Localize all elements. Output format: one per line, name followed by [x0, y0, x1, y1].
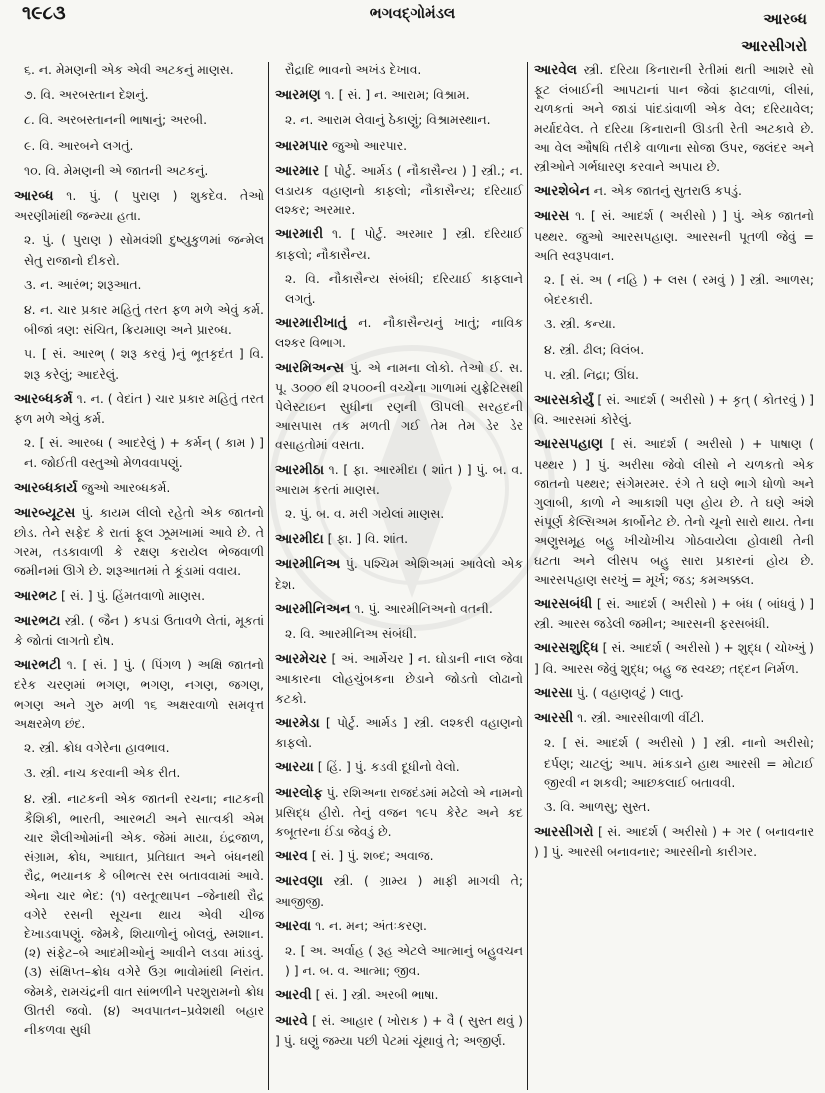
entry-sense	[14, 433, 264, 472]
entry-headword: આરબ્ધકાર્ય	[14, 479, 78, 496]
entry-definition: ૪. ન. ચાર પ્રકાર મહિતું તરત ફળ મળે એવું કર્મ. બીજાં ત્રણ: સંચિત, ક્રિયમાણ અને પ્રારબ્ધ.	[24, 302, 264, 338]
entry-definition: ૧. [ સં. ] પું. ( પિંગળ ) અક્ષિ જાતનો દરેક ચરણમાં ભગણ, ભગણ, નગણ, જગણ, ભગણ અને ગુરુ મળી ૧૬ અક્ષરવાળો સમવૃત્ત અક્ષરમેળ છંદ.	[14, 657, 264, 731]
entry-definition: ૨. ન. આરામ લેવાનું ઠેકાણું; વિશ્રામસ્થાન.	[285, 112, 491, 128]
dictionary-entry	[275, 1011, 523, 1050]
entry-sense	[14, 344, 264, 383]
dictionary-entry	[275, 783, 523, 842]
entry-definition: ૧૦. વિ. મેમણની એ જાતની અટકનું.	[24, 162, 209, 178]
dictionary-entry	[275, 649, 523, 708]
dictionary-entry	[275, 599, 523, 619]
entry-definition: ૧. [ પોર્ટુ. અરમાર ] સ્ત્રી. દરિયાઈ કાફલો; નૌકાસૈન્ય.	[275, 226, 523, 262]
dictionary-entry	[14, 186, 264, 225]
entry-definition: ૩. સ્ત્રી. નાચ કરવાની એક રીત.	[24, 765, 181, 781]
page-header	[0, 0, 825, 62]
entry-definition: ૧. [ સં. આદર્શ ( અરીસો ) ] પું. એક જાતનો પથ્થર. જુઓ આરસપહાણ. આરસની પૂતળી જેવું = અતિ સ્વરૂપવાન.	[534, 208, 814, 263]
entry-definition: ન. નૌકાસૈન્યનું ખાતું; નાવિક લશ્કર વિભાગ.	[275, 315, 523, 351]
entry-headword: આરમાર	[275, 162, 320, 179]
dictionary-column-3	[534, 60, 814, 867]
entry-sense	[14, 789, 264, 1040]
entry-definition: ૪. સ્ત્રી. નાટકની એક જાતની રચના; નાટકની કૈશિકી, ભારતી, આરભટી અને સાત્વકી એમ ચાર શૈલીઓમાંની એક. જેમાં માયા, ઇંદ્રજાળ, સંગ્રામ, ક્રોધ, આઘાત, પ્રતિઘાત અને બંધનથી રૌદ્ર, ભયાનક કે બીભત્સ રસ બતાવવામાં આવે. એના ચાર ભેદ: (૧) વસ્તૂત્થાપન –જેનાથી રૌદ્ર વગેરે રસની સૂચના થાય એવી ચીજ દેખાડવાપણું. જેમકે, શિયાળોનું બોલવું, સ્મશાન. (૨) સંફેટ–બે આદમીઓનું આવીને લડવા માંડવું. (૩) સંક્ષિપ્ત–ક્રોધ વગેરે ઉગ્ર ભાવોમાંથી નિરાંત. જેમકે, રામચંદ્રની વાત સાંભળીને પરશુરામનો ક્રોધ ઊતરી જવો. (૪) અવપાતન–પ્રવેશથી બહાર નીકળવા સુધી	[24, 790, 264, 1037]
dictionary-entry	[275, 757, 523, 777]
entry-definition: ૨. [ સં. આરબ્ધ ( આદરેલું ) + કર્મન્ ( કામ ) ] ન. જોઈતી વસ્તુઓ મેળવવાપણું.	[24, 435, 264, 471]
entry-headword: આરમારી	[275, 226, 324, 243]
entry-headword: આરભટા	[14, 612, 61, 629]
dictionary-entry	[275, 916, 523, 936]
dictionary-entry	[275, 985, 523, 1005]
entry-headword: આરવે	[275, 1012, 308, 1029]
entry-headword: આરશેબેન	[534, 183, 590, 200]
entry-headword: આરમીનિઅ	[275, 556, 341, 573]
dictionary-entry	[275, 871, 523, 910]
entry-sense	[275, 504, 523, 524]
entry-definition: સ્ત્રી. દરિયા કિનારાની રેતીમાં થતી આશરે સો ફૂટ લંબાઈની આપટાનાં પાન જેવાં ફાટવાળાં, લીસાં, ચળકતાં અને જાડાં પાંદડાંવાળી એક વેલ; દરિયાવેલ; મર્યાદવેલ. તે દરિયા કિનારાની ઊડતી રેતી અટકાવે છે. આ વેલ ઔષધિ તરીકે વાળાના સોજા ઉપર, જલંદર અને સ્ત્રીઓને ગર્ભધારણ કરવાને અપાય છે.	[534, 62, 814, 175]
entry-headword: આરમીનિઅન	[275, 600, 351, 617]
entry-definition: [ સં. ] પું. હિંમતવાળો માણસ.	[57, 587, 206, 603]
dictionary-entry	[534, 822, 814, 861]
entry-definition: પું. કાયમ લીલો રહેતો એક જાતનો છોડ. તેને સફેદ કે રાતાં ફૂલ ઝૂમખામાં આવે છે. તે ગરમ, તડકાવાળી કે રક્ષણ કરાયેલ ભેજવાળી જમીનમાં ઊગે છે. શરૂઆતમાં તે કૂંડામાં વવાય.	[14, 504, 264, 579]
dictionary-entry	[275, 713, 523, 752]
dictionary-entry	[275, 358, 523, 455]
entry-sense	[275, 269, 523, 308]
column-divider	[268, 62, 269, 1090]
guide-word-last: આરસીગરો	[741, 37, 807, 55]
entry-definition: ૭. વિ. અરબસ્તાન દેશનું.	[24, 87, 149, 103]
running-title: ભગવદ્ગોમંડલ	[369, 4, 456, 22]
entry-definition: [ પોર્ટુ. આર્મડ ] સ્ત્રી. લશ્કરી વહાણનો કાફલો.	[275, 714, 523, 751]
dictionary-entry	[275, 85, 523, 105]
entry-definition: ૩. વિ. આળસુ; સુસ્ત.	[544, 798, 651, 814]
entry-definition: ૮. વિ. અરબસ્તાનની ભાષાનું; અરબી.	[24, 112, 208, 128]
entry-definition: [ સં. આદર્શ ( અરીસો ) + બંધ ( બાંધવું ) ] સ્ત્રી. આરસ જડેલી જમીન; આરસની ફરસબંધી.	[534, 596, 814, 632]
entry-sense	[275, 624, 523, 644]
entry-definition: ૪. સ્ત્રી. ઢીલ; વિલંબ.	[544, 341, 645, 357]
dictionary-entry	[275, 136, 523, 156]
entry-sense	[534, 314, 814, 334]
entry-definition: [ અં. આર્મેચર ] ન. ઘોડાની નાલ જેવા આકારના લોહચુંબકના છેડાને જોડતો લોઢાનો કટકો.	[275, 651, 523, 706]
entry-definition: ૧. [ સં. ] ન. આરામ; વિશ્રામ.	[320, 87, 470, 103]
entry-headword: આરસી	[534, 710, 574, 727]
entry-headword: આરમીઠા	[275, 461, 325, 478]
entry-definition: [ સં. ] સ્ત્રી. અરબી ભાષા.	[311, 987, 439, 1003]
dictionary-entry	[14, 503, 264, 581]
entry-definition: ૨. [ અ. અર્વાહ ( રૂહ એટલે આત્માનું બહુવચન ) ] ન. બ. વ. આત્મા; જીવ.	[285, 942, 523, 979]
entry-definition: [ પોર્ટુ. આર્મડ ( નૌકાસૈન્ય ) ] સ્ત્રી.; ન. લડાયક વહાણનો કાફલો; નૌકાસૈન્ય; દરિયાઈ લશ્કર; અરમાર.	[275, 162, 523, 218]
dictionary-entry	[275, 846, 523, 866]
entry-sense	[14, 85, 264, 105]
entry-definition: ૧. પું. આરમીનિઅનો વતની.	[350, 600, 493, 616]
entry-definition: [ સં. આદર્શ ( અરીસો ) + શુદ્ધ ( ચોખ્ખું ) ] વિ. આરસ જેવું શુદ્ધ; બહુ જ સ્વચ્છ; તદ્દન નિર્મળ.	[534, 640, 814, 676]
entry-headword: આરસા	[534, 684, 573, 701]
entry-sense	[534, 365, 814, 385]
entry-definition: ૧. ન. ( વેદાંત ) ચાર પ્રકાર મહિતું તરત ફળ મળે એવું કર્મ.	[14, 390, 264, 427]
entry-definition: પું. પશ્ચિમ એશિઅમાં આવેલો એક દેશ.	[275, 556, 523, 592]
entry-headword: આરવા	[275, 917, 312, 934]
entry-definition: ૯. વિ. આરબને લગતું.	[24, 137, 134, 153]
entry-definition: ૩. ન. આરંભ; શરૂઆત.	[24, 276, 142, 292]
entry-definition: ૬. ન. મેમણની એક એવી અટકનું માણસ.	[24, 62, 234, 77]
entry-headword: આરસીગરો	[534, 824, 594, 841]
entry-sense	[14, 230, 264, 269]
entry-sense	[534, 270, 814, 309]
entry-definition: ૧. ન. મન; અંતઃકરણ.	[311, 917, 427, 933]
entry-definition: [ ફા. ] વિ. શાંત.	[323, 531, 409, 547]
entry-sense	[14, 738, 264, 758]
entry-headword: આરસશુદ્ધિ	[534, 640, 599, 657]
entry-headword: આરબ્ધ	[14, 188, 54, 205]
entry-definition: ૨. [ સં. અ ( નહિ ) + લસ ( રમવું ) ] સ્ત્રી. આળસ; બેદરકારી.	[544, 272, 814, 308]
dictionary-entry	[275, 224, 523, 263]
dictionary-entry	[275, 529, 523, 549]
entry-headword: આરયા	[275, 759, 314, 776]
entry-sense	[14, 300, 264, 339]
entry-sense	[534, 733, 814, 792]
dictionary-entry	[534, 683, 814, 703]
entry-definition: સ્ત્રી. ( ગ્રામ્ય ) માફી માગવી તે; આજીજી.	[275, 873, 523, 909]
entry-definition: [ સં. આદર્શ ( અરીસો ) + કૃત્ ( કોતરવું ) ] વિ. આરસમાં કોરેલું.	[534, 392, 814, 428]
column-divider	[527, 62, 528, 1090]
entry-headword: આરવણા	[275, 873, 323, 890]
entry-headword: આરવ	[275, 848, 308, 865]
entry-definition: ૨. પું. ( પુરાણ ) સોમવંશી દુષ્યુકુળમાં જન્મેલ સેતુ રાજાનો દીકરો.	[24, 232, 264, 268]
entry-headword: આરલોફ	[275, 784, 323, 801]
entry-definition: [ સં. ] પું. શબ્દ; અવાજ.	[307, 848, 434, 864]
entry-sense	[534, 797, 814, 817]
entry-definition: ૨. પું. બ. વ. મરી ગયેલાં માણસ.	[285, 506, 445, 522]
dictionary-entry	[534, 708, 814, 728]
guide-word-first: આરબ્ધ	[763, 10, 807, 28]
dictionary-entry	[534, 594, 814, 633]
entry-definition: ૧. [ ફા. આરમીદા ( શાંત ) ] પું. બ. વ. આરામ કરતાં માણસ.	[275, 461, 523, 497]
entry-definition: પું. એ નામના લોકો. તેઓ ઈ. સ. પૂ. ૩૦૦૦ થી ૨૫૦૦ની વચ્ચેના ગાળામાં યુફ્રેટિસથી પેલેસ્ટાઇન સુધીના રણની ઊપલી સરહદની આસપાસ તક મળતી ગઈ તેમ તેમ ડેર ડેર વસાહતોમાં વસતા.	[275, 359, 523, 453]
entry-definition: ૧. પું. ( પુરાણ ) શુકદેવ. તેઓ અરણીમાંથી જન્મ્યા હતા.	[14, 188, 264, 224]
entry-definition: જુઓ આરપાર.	[328, 137, 408, 153]
entry-headword: આરમપાર	[275, 137, 329, 154]
entry-sense	[14, 275, 264, 295]
entry-definition: [ સં. આદર્શ ( અરીસો ) + ગર ( બનાવનાર ) ] પું. આરસી બનાવનાર; આરસીનો કારીગર.	[534, 824, 814, 860]
entry-headword: આરસ	[534, 208, 570, 225]
dictionary-column-1	[14, 60, 264, 1044]
dictionary-entry	[275, 313, 523, 352]
entry-sense	[275, 60, 523, 80]
entry-sense	[14, 136, 264, 156]
entry-definition: પું. ( વહાણવટું ) લાતુ.	[572, 684, 684, 700]
entry-headword: આરમેડા	[275, 714, 320, 731]
dictionary-entry	[14, 611, 264, 650]
entry-headword: આરમીદા	[275, 531, 324, 548]
page-number: ૧૯૮૩	[22, 2, 66, 24]
dictionary-entry	[14, 586, 264, 606]
entry-definition: સ્ત્રી. ( જૈન ) કપડાં ઉતાવળે લેતાં, મૂકતાં કે જોતાં લાગતો દોષ.	[14, 612, 264, 649]
dictionary-entry	[534, 638, 814, 677]
dictionary-entry	[14, 389, 264, 428]
entry-headword: આરમણ	[275, 87, 321, 104]
dictionary-entry	[534, 206, 814, 265]
entry-headword: આરસબંધી	[534, 596, 593, 613]
entry-definition: ૧. સ્ત્રી. આરસીવાળી વીંટી.	[573, 710, 705, 726]
entry-definition: ૫. [ સં. આરભ્ ( શરૂ કરવું )નું ભૂતકૃદંત ] વિ. શરૂ કરેલું; આદરેલું.	[24, 346, 264, 382]
entry-definition: પું. રશિઅના રાજદંડમાં મઢેલો એ નામનો પ્રસિદ્ધ હીરો. તેનું વજન ૧૯૫ કેરેટ અને કદ કબૂતરના ઈંડા જેવડું છે.	[275, 784, 523, 839]
entry-headword: આરબ્ધકર્મ	[14, 390, 73, 407]
entry-sense	[14, 161, 264, 181]
entry-definition: ૨. સ્ત્રી. ક્રોધ વગેરેના હાવભાવ.	[24, 740, 170, 756]
dictionary-entry	[534, 434, 814, 589]
entry-definition: ૨. [ સં. આદર્શ ( અરીસો ) ] સ્ત્રી. નાનો અરીસો; દર્પણ; ચાટલું; આપ. માંકડાને હાથ આરસી = મોટાઈ જીરવી ન શકવી; આછકલાઈ બતાવવી.	[544, 735, 814, 790]
entry-headword: આરમારીખાતું	[275, 315, 347, 332]
guide-words	[741, 6, 807, 60]
entry-headword: આરસકોર્યું	[534, 392, 594, 409]
dictionary-column-2	[275, 60, 523, 1055]
entry-headword: આરભટ	[14, 587, 58, 604]
entry-sense	[275, 110, 523, 130]
entry-headword: આરમેચર	[275, 651, 327, 668]
entry-headword: આરસપહાણ	[534, 436, 604, 453]
entry-definition: ૨. વિ. નૌકાસૈન્ય સંબંધી; દરિયાઈ કાફલાને લગતું.	[285, 270, 523, 307]
entry-definition: ૫. સ્ત્રી. નિદ્રા; ઊંઘ.	[544, 366, 639, 382]
dictionary-entry	[534, 181, 814, 201]
entry-definition: ૩. સ્ત્રી. કન્યા.	[544, 316, 616, 332]
entry-definition: રૌદ્રાદિ ભાવનો અખંડ દેખાવ.	[285, 62, 422, 77]
entry-sense	[534, 340, 814, 360]
entry-definition: [ સં. આહાર ( ખોરાક ) + વૈ ( સુસ્ત થવું ) ] પું. ઘણું જમ્યા પછી પેટમાં ચૂંથાવું તે; અજીર્ણ.	[275, 1012, 523, 1048]
entry-definition: ૨. વિ. આરમીનિઅ સંબંધી.	[285, 626, 417, 642]
entry-headword: આરવી	[275, 987, 312, 1004]
entry-headword: આરવેલ	[534, 62, 578, 78]
dictionary-entry	[534, 390, 814, 429]
entry-headword: આરબ્યૂટસ	[14, 504, 76, 521]
entry-sense	[14, 110, 264, 130]
entry-sense	[14, 763, 264, 783]
entry-definition: [ હિં. ] પું. કડવી દૂધીનો વેલો.	[313, 759, 460, 775]
entry-sense	[275, 941, 523, 980]
entry-headword: આરભટી	[14, 657, 61, 674]
entry-definition: જુઓ આરબ્ધકર્મ.	[77, 479, 171, 495]
dictionary-entry	[275, 161, 523, 220]
dictionary-entry	[275, 554, 523, 593]
dictionary-entry	[534, 60, 814, 176]
dictionary-entry	[275, 460, 523, 499]
dictionary-entry	[14, 478, 264, 498]
entry-headword: આરમિઅન્સ	[275, 359, 345, 376]
dictionary-entry	[14, 655, 264, 733]
entry-definition: ન. એક જાતનું સુતરાઉ કપડું.	[589, 183, 742, 199]
entry-definition: [ સં. આદર્શ ( અરીસો ) + પાષાણ ( પથ્થર ) ] પું. અરીસા જેવો લીસો ને ચળકતો એક જાતનો પથ્થર; સંગેમરમર. રંગે તે ઘણે ભાગે ધોળો અને ગુલાબી, કાળો ને આકાશી પણ હોય છે. તે ઘણે અંશે સંપૂર્ણ કેલ્સિઅમ કાર્બોનેટ છે. તેનો ચૂનો સારો થાય. તેના અણુસમૂહ બહુ ખીચોખીચ ગોઠવાયેલા હોવાથી તેની ઘટતા અને લીસપ બહુ સારા પ્રકારનાં હોય છે. આરસપહાણ સરખું = મૂર્ખ; જડ; કમઅક્કલ.	[534, 436, 814, 587]
entry-sense	[14, 60, 264, 80]
